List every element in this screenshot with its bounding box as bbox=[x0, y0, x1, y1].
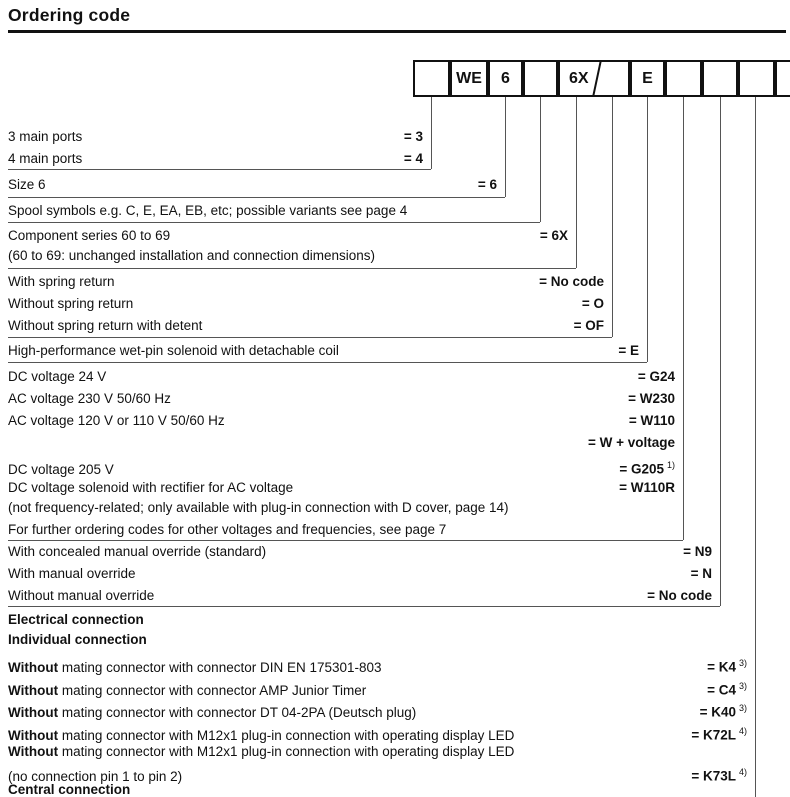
code-box bbox=[630, 60, 665, 97]
connector-hline bbox=[8, 222, 540, 223]
connector-hline bbox=[8, 169, 431, 170]
row-code: = 4 bbox=[403, 151, 423, 166]
ladder-row bbox=[8, 522, 675, 539]
connector-vline bbox=[683, 97, 684, 540]
ladder-row bbox=[8, 700, 747, 720]
ladder-row bbox=[8, 228, 568, 245]
ladder-row bbox=[8, 318, 604, 335]
code-box bbox=[450, 60, 488, 97]
ladder-row bbox=[8, 566, 712, 583]
connector-vline bbox=[647, 97, 648, 362]
ladder-row bbox=[8, 744, 747, 761]
row-code: = OF bbox=[573, 318, 604, 333]
row-code: = N bbox=[690, 566, 712, 581]
connector-hline bbox=[8, 606, 720, 607]
ladder-row bbox=[8, 274, 604, 291]
code-box bbox=[775, 60, 790, 97]
code-box-label: WE bbox=[456, 69, 482, 87]
connector-hline bbox=[8, 362, 647, 363]
row-label: Component series 60 to 69 bbox=[8, 228, 171, 243]
connector-vline bbox=[540, 97, 541, 222]
row-label: Individual connection bbox=[8, 632, 147, 647]
code-box-label: E bbox=[642, 69, 653, 87]
row-code: = E bbox=[618, 343, 639, 358]
code-box-label: 6 bbox=[501, 69, 510, 87]
row-label: (not frequency-related; only available with plug-in connection with D cover, page 14) bbox=[8, 500, 509, 515]
connector-vline bbox=[505, 97, 506, 197]
ladder-row bbox=[8, 248, 568, 265]
connector-hline bbox=[8, 337, 612, 338]
row-label: Without mating connector with M12x1 plug-in connection with operating display LED bbox=[8, 727, 515, 743]
row-code: = K40 $^{3)}$ bbox=[699, 703, 747, 720]
row-code: = G24 bbox=[637, 369, 675, 384]
ladder-row bbox=[8, 391, 675, 408]
ladder-row bbox=[8, 343, 639, 360]
row-label: DC voltage solenoid with rectifier for AC voltage bbox=[8, 480, 294, 495]
ladder-row bbox=[8, 480, 675, 497]
row-code: = K73L $^{4)}$ bbox=[691, 767, 747, 784]
row-label: AC voltage 120 V or 110 V 50/60 Hz bbox=[8, 413, 225, 428]
connector-hline bbox=[8, 540, 683, 541]
ladder-row bbox=[8, 203, 540, 220]
code-box bbox=[413, 60, 450, 97]
row-code: = G205 $^{1)}$ bbox=[619, 460, 675, 477]
ladder-row bbox=[8, 612, 768, 629]
ladder-row bbox=[8, 782, 768, 797]
connector-hline bbox=[8, 197, 505, 198]
connector-vline bbox=[720, 97, 721, 606]
row-label: (60 to 69: unchanged installation and connection dimensions) bbox=[8, 248, 375, 263]
slash-mark bbox=[592, 60, 602, 97]
code-box bbox=[488, 60, 523, 97]
row-label: High-performance wet-pin solenoid with detachable coil bbox=[8, 343, 339, 358]
row-label: For further ordering codes for other voltages and frequencies, see page 7 bbox=[8, 522, 447, 537]
row-label: Without spring return with detent bbox=[8, 318, 203, 333]
ladder-row bbox=[8, 632, 768, 649]
row-code: = N9 bbox=[683, 544, 712, 559]
row-label: With spring return bbox=[8, 274, 115, 289]
row-label: With manual override bbox=[8, 566, 136, 581]
ladder-row bbox=[8, 678, 747, 698]
row-code: = C4 $^{3)}$ bbox=[707, 681, 747, 698]
code-box-label: 6X bbox=[569, 69, 589, 87]
connector-hline bbox=[8, 268, 576, 269]
ladder-row bbox=[8, 655, 747, 675]
row-code: = W + voltage bbox=[587, 435, 675, 450]
ladder-row bbox=[8, 435, 675, 452]
ladder-row bbox=[8, 369, 675, 386]
row-code: = O bbox=[581, 296, 604, 311]
connector-vline bbox=[755, 97, 756, 797]
ladder-row bbox=[8, 544, 712, 561]
row-label: With concealed manual override (standard) bbox=[8, 544, 267, 559]
row-code: = W110R bbox=[619, 480, 675, 495]
row-label: (no connection pin 1 to pin 2) bbox=[8, 768, 183, 784]
connector-vline bbox=[576, 97, 577, 268]
row-label: Size 6 bbox=[8, 177, 46, 192]
row-label: Electrical connection bbox=[8, 612, 144, 627]
row-code: = 3 bbox=[403, 129, 423, 144]
row-label: Central connection bbox=[8, 782, 131, 797]
code-box bbox=[558, 60, 630, 97]
row-code: = K4 $^{3)}$ bbox=[707, 658, 747, 675]
ladder-row bbox=[8, 129, 423, 146]
row-label: 3 main ports bbox=[8, 129, 83, 144]
ladder-row bbox=[8, 177, 497, 194]
row-code: = W110 bbox=[628, 413, 675, 428]
ladder-row bbox=[8, 151, 423, 168]
ladder-row bbox=[8, 764, 747, 784]
row-label: Without mating connector with M12x1 plug-in connection with operating display LED bbox=[8, 744, 515, 759]
row-label: DC voltage 24 V bbox=[8, 369, 107, 384]
row-label: AC voltage 230 V 50/60 Hz bbox=[8, 391, 171, 406]
ladder-row bbox=[8, 413, 675, 430]
row-label: 4 main ports bbox=[8, 151, 83, 166]
ladder-row bbox=[8, 296, 604, 313]
connector-vline bbox=[612, 97, 613, 337]
row-code: = No code bbox=[539, 274, 604, 289]
code-box bbox=[702, 60, 738, 97]
ladder-row bbox=[8, 588, 712, 605]
row-label: Without spring return bbox=[8, 296, 134, 311]
row-label: Without mating connector with connector AMP Junior Timer bbox=[8, 682, 367, 698]
row-code: = K72L $^{4)}$ bbox=[691, 726, 747, 743]
row-label: Spool symbols e.g. C, E, EA, EB, etc; possible variants see page 4 bbox=[8, 203, 408, 218]
row-label: DC voltage 205 V bbox=[8, 461, 114, 477]
row-code: = 6X bbox=[539, 228, 568, 243]
row-label: Without mating connector with connector DT 04-2PA (Deutsch plug) bbox=[8, 704, 417, 720]
connector-vline bbox=[431, 97, 432, 169]
title-rule bbox=[8, 30, 786, 33]
ladder-row bbox=[8, 457, 675, 477]
page-title: Ordering code bbox=[8, 5, 131, 25]
row-label: Without mating connector with connector DIN EN 175301-803 bbox=[8, 659, 382, 675]
row-code: = 6 bbox=[477, 177, 497, 192]
row-code: = W230 bbox=[628, 391, 675, 406]
row-label: Without manual override bbox=[8, 588, 155, 603]
row-code: = No code bbox=[647, 588, 712, 603]
code-box bbox=[523, 60, 558, 97]
code-box bbox=[738, 60, 775, 97]
ladder-row bbox=[8, 723, 747, 743]
code-box bbox=[665, 60, 702, 97]
ladder-row bbox=[8, 500, 675, 517]
